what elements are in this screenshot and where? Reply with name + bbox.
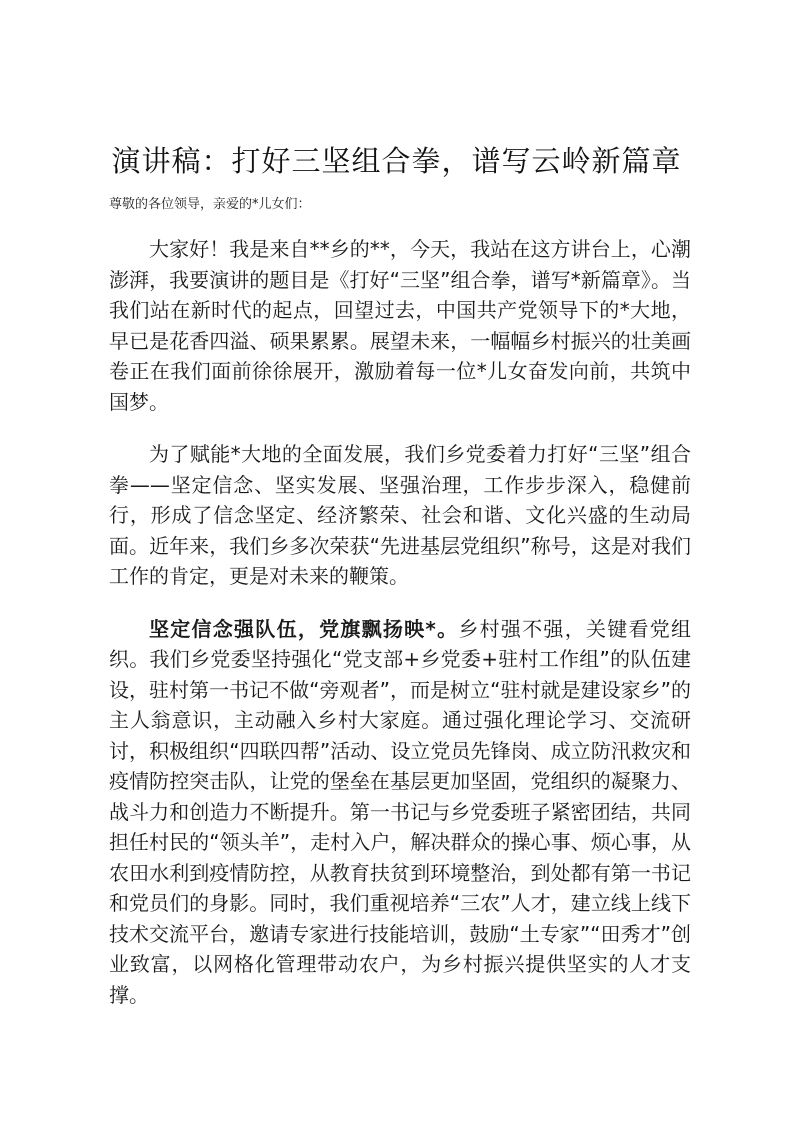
- paragraph-1-text: 大家好！我是来自**乡的**，今天，我站在这方讲台上，心潮澎湃，我要演讲的题目是《打好“三坚”组合拳，谱写*新篇章》。当我们站在新时代的起点，回望过去，中国共产党领导下的*大地，早已是花香四溢、硕果累累。展望未来，一幅幅乡村振兴的壮美画卷正在我们面前徐徐展开，激励着每一位*儿女奋发向前，共筑中国梦。: [109, 237, 691, 414]
- paragraph-2-text: 为了赋能*大地的全面发展，我们乡党委着力打好“三坚”组合拳——坚定信念、坚实发展、坚强治理，工作步步深入，稳健前行，形成了信念坚定、经济繁荣、社会和谐、文化兴盛的生动局面。近年来，我们乡多次荣获“先进基层党组织”称号，这是对我们工作的肯定，更是对未来的鞭策。: [109, 442, 691, 588]
- paragraph-3-lead: 坚定信念强队伍，党旗飘扬映*。: [149, 616, 459, 641]
- salutation: 尊敬的各位领导，亲爱的*儿女们：: [109, 197, 311, 212]
- paragraph-2: [109, 439, 691, 592]
- document-body: [109, 234, 691, 1032]
- paragraph-3: [109, 614, 691, 1011]
- paragraph-3-text: 乡村强不强，关键看党组织。我们乡党委坚持强化“党支部+乡党委+驻村工作组”的队伍建设，驻村第一书记不做“旁观者”，而是树立“驻村就是建设家乡”的主人翁意识，主动融入乡村大家庭。通过强化理论学习、交流研讨，积极组织“四联四帮”活动、设立党员先锋岗、成立防汛救灾和疫情防控突击队，让党的堡垒在基层更加坚固，党组织的凝聚力、战斗力和创造力不断提升。第一书记与乡党委班子紧密团结，共同担任村民的“领头羊”，走村入户，解决群众的操心事、烦心事，从农田水利到疫情防控，从教育扶贫到环境整治，到处都有第一书记和党员们的身影。同时，我们重视培养“三农”人才，建立线上线下技术交流平台，邀请专家进行技能培训，鼓励“土专家”“田秀才”创业致富，以网格化管理带动农户，为乡村振兴提供坚实的人才支撑。: [109, 616, 692, 1007]
- paragraph-1: [109, 234, 691, 417]
- document-title: 演讲稿：打好三坚组合拳，谱写云岭新篇章: [111, 144, 682, 178]
